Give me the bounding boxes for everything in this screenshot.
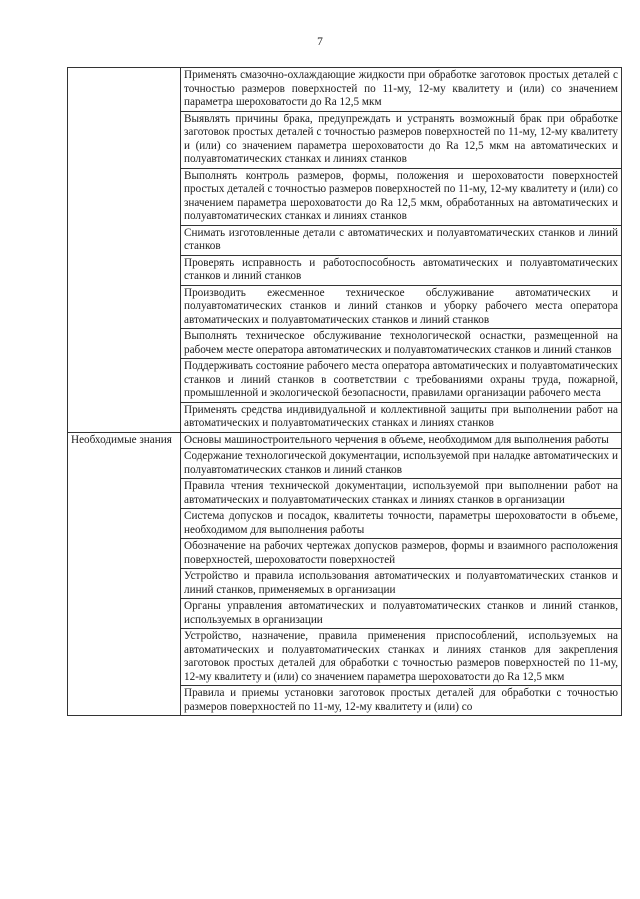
knowledge-label: Необходимые знания	[68, 432, 181, 716]
table-cell: Основы машиностроительного черчения в объеме, необходимом для выполнения работы	[181, 432, 622, 449]
table-cell: Проверять исправность и работоспособность автоматических и полуавтоматических станков и линий станков	[181, 255, 622, 285]
skills-label-cell	[68, 68, 181, 433]
table-cell: Выполнять техническое обслуживание технологической оснастки, размещенной на рабочем месте оператора автоматических и полуавтоматических станков и линий станков	[181, 329, 622, 359]
table-cell: Выполнять контроль размеров, формы, положения и шероховатости поверхностей простых деталей с точностью размеров поверхностей по 11-му, 12-му квалитету и (или) со значением параметра шероховатости до Ra 12,5 мкм, обработанных на автоматических и полуавтоматических станках и линиях станков	[181, 168, 622, 225]
table-row	[68, 432, 622, 449]
table-cell: Обозначение на рабочих чертежах допусков размеров, формы и взаимного расположения поверхностей, шероховатости поверхностей	[181, 539, 622, 569]
table-cell: Органы управления автоматических и полуавтоматических станков и линий станков, используемых в организации	[181, 599, 622, 629]
table-cell: Устройство и правила использования автоматических и полуавтоматических станков и линий станков, применяемых в организации	[181, 569, 622, 599]
table-row	[68, 68, 622, 112]
page-number: 7	[317, 36, 323, 48]
table-cell: Применять смазочно-охлаждающие жидкости при обработке заготовок простых деталей с точностью размеров поверхностей по 11-му, 12-му квалитету и (или) со значением параметра шероховатости до Ra 12,5 мкм	[181, 68, 622, 112]
table-cell: Устройство, назначение, правила применения приспособлений, используемых на автоматических и полуавтоматических станках и линиях станков для закрепления заготовок простых деталей для обработки с точностью размеров поверхностей по 11-му, 12-му квалитету и (или) со значением параметра шероховатости до Ra 12,5 мкм	[181, 629, 622, 686]
table-cell: Система допусков и посадок, квалитеты точности, параметры шероховатости в объеме, необходимом для выполнения работы	[181, 509, 622, 539]
table-cell: Правила чтения технической документации, используемой при выполнении работ на автоматических и полуавтоматических станках и линиях станков в организации	[181, 479, 622, 509]
qualification-table	[67, 67, 622, 716]
table-cell: Поддерживать состояние рабочего места оператора автоматических и полуавтоматических станков и линий станков в соответствии с требованиями охраны труда, пожарной, промышленной и экологической безопасности, правилами организации рабочего места	[181, 359, 622, 403]
table-cell: Снимать изготовленные детали с автоматических и полуавтоматических станков и линий станков	[181, 225, 622, 255]
table-cell: Производить ежесменное техническое обслуживание автоматических и полуавтоматических станков и линий станков и уборку рабочего места оператора автоматических и полуавтоматических станков и линий станков	[181, 285, 622, 329]
table-cell: Правила и приемы установки заготовок простых деталей для обработки с точностью размеров поверхностей по 11-му, 12-му квалитету и (или) со	[181, 686, 622, 716]
table-cell: Выявлять причины брака, предупреждать и устранять возможный брак при обработке заготовок простых деталей с точностью размеров поверхностей по 11-му, 12-му квалитету и (или) со значением параметра шероховатости до Ra 12,5 мкм на автоматических и полуавтоматических станках и линиях станков	[181, 111, 622, 168]
table-cell: Применять средства индивидуальной и коллективной защиты при выполнении работ на автоматических и полуавтоматических станках и линиях станков	[181, 402, 622, 432]
table-cell: Содержание технологической документации, используемой при наладке автоматических и полуавтоматических станков и линий станков	[181, 449, 622, 479]
